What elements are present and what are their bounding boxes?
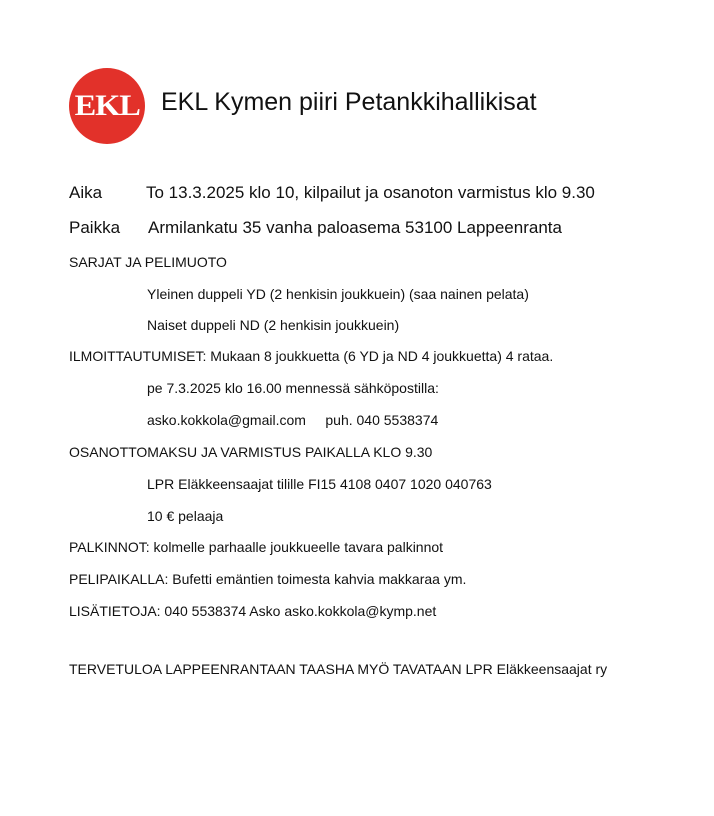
closing-text: TERVETULOA LAPPEENRANTAAN TAASHA MYÖ TAVATAAN LPR Eläkkeensaajat ry bbox=[69, 661, 608, 677]
ilmoittautumiset-text: ILMOITTAUTUMISET: Mukaan 8 joukkuetta (6 YD ja ND 4 joukkuetta) 4 rataa. bbox=[69, 348, 554, 364]
osanottomaksu-fee: 10 € pelaaja bbox=[147, 508, 224, 524]
ekl-logo bbox=[69, 68, 145, 144]
page-title: EKL Kymen piiri Petankkihallikisat bbox=[161, 88, 537, 116]
sarjat-item-yd: Yleinen duppeli YD (2 henkisin joukkuein) (saa nainen pelata) bbox=[147, 286, 529, 302]
lisatietoja-text: LISÄTIETOJA: 040 5538374 Asko asko.kokkola@kymp.net bbox=[69, 603, 437, 619]
ilmoittautumiset-deadline: pe 7.3.2025 klo 16.00 mennessä sähköpostilla: bbox=[147, 380, 439, 396]
aika-value: To 13.3.2025 klo 10, kilpailut ja osanoton varmistus klo 9.30 bbox=[146, 183, 595, 202]
aika-label: Aika bbox=[69, 183, 103, 202]
osanottomaksu-heading: OSANOTTOMAKSU JA VARMISTUS PAIKALLA KLO 9.30 bbox=[69, 444, 433, 460]
ilmoittautumiset-contact: asko.kokkola@gmail.com puh. 040 5538374 bbox=[147, 412, 439, 428]
palkinnot-text: PALKINNOT: kolmelle parhaalle joukkueelle tavara palkinnot bbox=[69, 539, 444, 555]
sarjat-item-nd: Naiset duppeli ND (2 henkisin joukkuein) bbox=[147, 317, 400, 333]
sarjat-heading: SARJAT JA PELIMUOTO bbox=[69, 254, 227, 270]
paikka-value: Armilankatu 35 vanha paloasema 53100 Lappeenranta bbox=[148, 218, 562, 237]
paikka-label: Paikka bbox=[69, 218, 121, 237]
osanottomaksu-account: LPR Eläkkeensaajat tilille FI15 4108 0407 1020 040763 bbox=[147, 476, 492, 492]
pelipaikalla-text: PELIPAIKALLA: Bufetti emäntien toimesta kahvia makkaraa ym. bbox=[69, 571, 467, 587]
ekl-logo-text: EKL bbox=[74, 89, 140, 122]
